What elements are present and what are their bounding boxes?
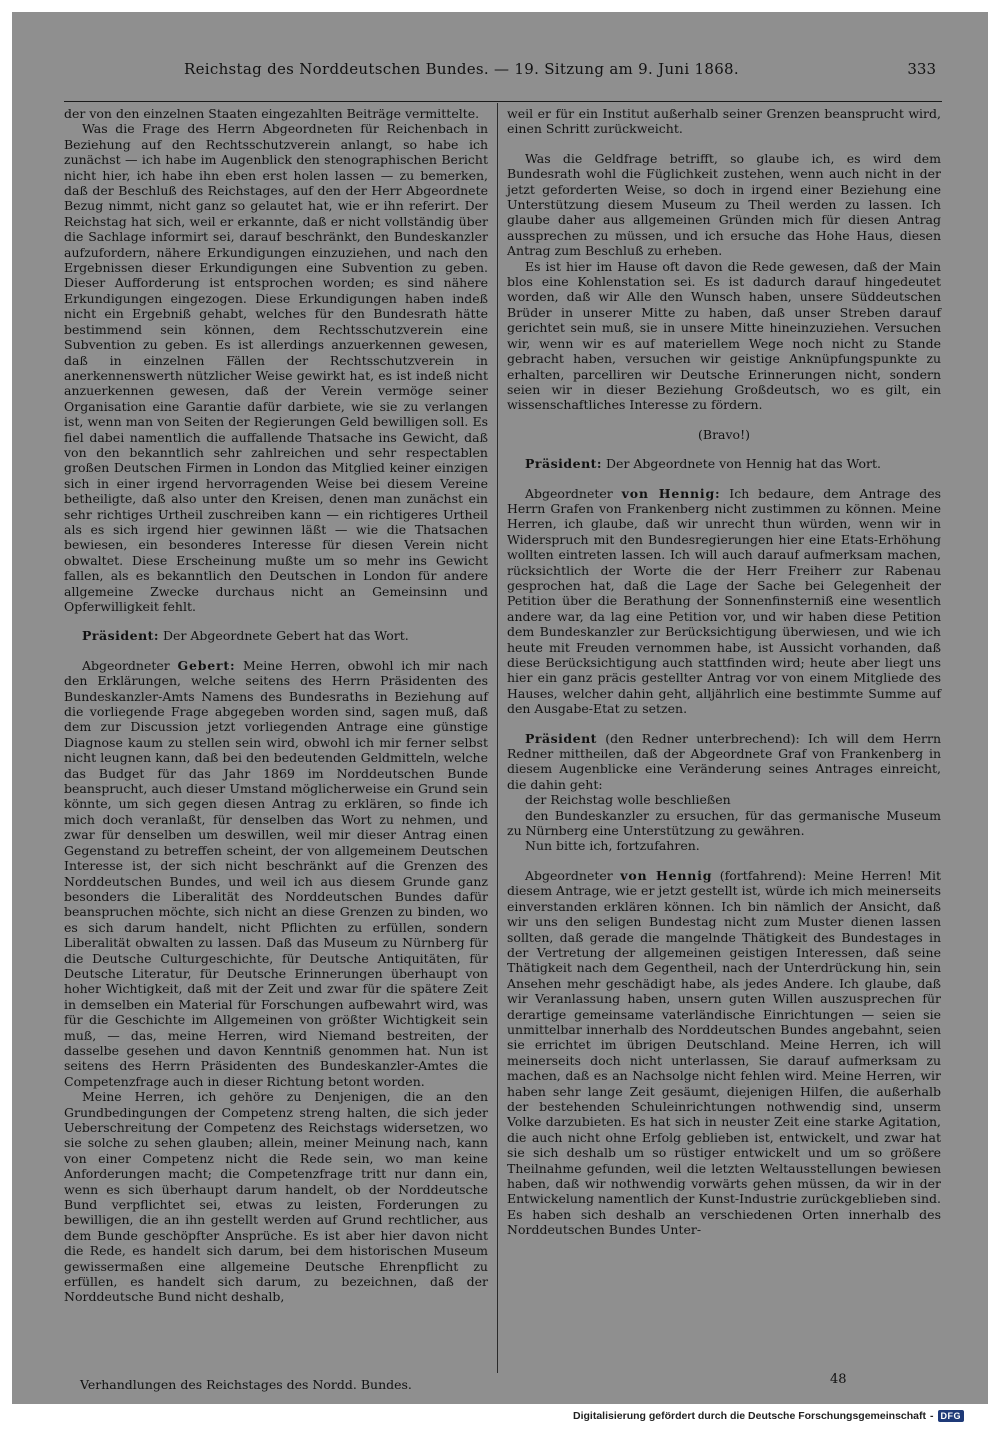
page-number: 333 [907, 60, 936, 78]
speaker-prefix: Abgeordneter [82, 657, 178, 673]
speaker-paragraph [507, 456, 941, 471]
speech-text: Ich bedaure, dem Antrage des Herrn Grafen von Frankenberg nicht zustimmen zu können. Meine Herren, ich glaube, daß wir unrecht thun würden, wenn wir in Widerspruch mit den Bundesregierungen hier eine Etats-Erhöhung wollten eintreten lassen. Ich will auch darauf aufmerksam machen, rücksichtlich der Worte die der Herr Freiherr zur Rabenau gesprochen hat, daß die Lage der Sache bei Gelegenheit der Petition über die Berathung der Sonnenfinsterniß eine wesentlich andere war, da lag eine Petition vor, und wir haben diese Petition dem Bundeskanzler zur Berücksichtigung überwiesen, und wie ich heute mit Freuden vernommen habe, ist Aussicht vorhanden, daß diese Berücksichtigung auch stattfinden wird; heute aber liegt uns hier ein ganz präcis gestellter Antrag vor von einem Mitgliede des Hauses, welcher dahin geht, alljährlich eine bestimmte Summe auf den Ausgabe-Etat zu setzen. [507, 485, 942, 717]
speaker-prefix: Abgeordneter [525, 485, 622, 501]
speaker-paragraph [64, 658, 488, 1089]
speech-text: (den Redner unterbrechend): Ich will dem Herrn Redner mittheilen, daß der Abgeordnete Graf von Frankenberg in diesem Augenblicke eine Veränderung seines Antrages einreicht, die dahin geht: [507, 730, 941, 792]
funding-text: Digitalisierung gefördert durch die Deutsche Forschungsgemeinschaft [573, 1410, 926, 1422]
right-column [507, 106, 941, 1238]
paragraph: Was die Geldfrage betrifft, so glaube ich, es wird dem Bundesrath wohl die Füglichkeit zustehen, wenn auch nicht in der jetzt geforderten Weise, so doch in irgend einer Beziehung eine Unterstützung diesem Museum zu Theil werden zu lassen. Ich glaube daher aus allgemeinen Gründen mich für diesen Antrag aussprechen zu müssen, und ich ersuche das Hohe Haus, diesen Antrag zum Beschluß zu erheben. [507, 150, 941, 259]
speaker-paragraph [64, 628, 488, 643]
left-column [64, 106, 488, 1305]
speaker-label: Gebert: [177, 657, 236, 673]
scanned-page [12, 12, 988, 1404]
paragraph: Nun bitte ich, fortzufahren. [525, 838, 700, 854]
paragraph: Es ist hier im Hause oft davon die Rede gewesen, daß der Main blos eine Kohlenstation sei. Es ist dadurch darauf hingedeutet worden, daß wir Alle den Wunsch haben, unsere Süddeutschen Brüder in unserer Mitte zu haben, daß unser Streben darauf gerichtet sein muß, sie in unsere Mitte hineinzuziehen. Versuchen wir, wenn wir es auf materiellem Wege noch nicht zu Stande gebracht haben, versuchen wir geistige Anknüpfungspunkte zu erhalten, parcelliren wir Deutsche Erinnerungen nicht, sondern seien wir in dieser Beziehung Großdeutsch, wo es gilt, ein wissenschaftliches Interesse zu fördern. [507, 258, 941, 413]
speaker-label: Präsident: [82, 628, 160, 644]
paragraph: der von den einzelnen Staaten eingezahlten Beiträge vermittelte. [64, 106, 480, 121]
dfg-logo-icon: DFG [938, 1410, 965, 1422]
paragraph: Meine Herren, ich gehöre zu Denjenigen, die an den Grundbedingungen der Competenz streng halten, die sich jeder Ueberschreitung der Competenz des Reichstags widersetzen, wo sie solche zu sehen glauben; allein, meiner Meinung nach, kann von einer Competenz nicht die Rede sein, wo man keine Anforderungen macht; die Competenzfrage tritt nur dann ein, wenn es sich überhaupt darum handelt, ob der Norddeutsche Bund verpflichtet sei, etwas zu leisten, Forderungen zu bewilligen, die an ihn gestellt werden auf Grund rechtlicher, aus dem Bunde geschöpfter Ansprüche. Es ist aber hier davon nicht die Rede, es handelt sich darum, bei dem historischen Museum gewissermaßen eine allgemeine Deutsche Ehrenpflicht zu erfüllen, es handelt sich darum, zu bezeichnen, daß der Norddeutsche Bund nicht deshalb, [64, 1089, 488, 1305]
footer-note: Verhandlungen des Reichstages des Nordd. Bundes. [80, 1377, 412, 1392]
speech-text: Meine Herren, obwohl ich mir nach den Erklärungen, welche seitens des Herrn Präsidenten des Bundeskanzler-Amts Namens des Bundesraths in Beziehung auf die vorliegende Frage abgegeben worden sind, sagen muß, daß dem zur Discussion jetzt vorliegenden Antrage eine günstige Diagnose kaum zu stellen sein wird, obwohl ich mir ferner selbst nicht leugnen kann, daß bei den bedeutenden Geldmitteln, welche das Budget für das Jahr 1869 im Norddeutschen Bunde beansprucht, auch dieser Umstand möglicherweise ein Grund sein könnte, um sich gegen diesen Antrag zu erklären, so finde ich mich doch veranlaßt, für denselben das Wort zu nehmen, und zwar für denselben um deswillen, weil mir dieser Antrag einen Gegenstand zu betreffen scheint, der von allgemeinem Deutschen Interesse ist, der sich nicht beschränkt auf die Grenzen des Norddeutschen Bundes, und weil ich aus diesem Grunde ganz besonders die Liberalität des Norddeutschen Bundes dafür beanspruchen möchte, sich nicht an diese Grenzen zu binden, wo es sich darum handelt, nicht Pflichten zu erfüllen, sondern Liberalität obwalten zu lassen. Daß das Museum zu Nürnberg für die Deutsche Culturgeschichte, für Deutsche Antiquitäten, für Deutsche Literatur, für Deutsche Erinnerungen überhaupt von hoher Wichtigkeit, daß mit der Zeit und zwar für die spätere Zeit in demselben ein Material für Forschungen aufbewahrt wird, was für die Geschichte im Allgemeinen von größter Wichtigkeit sein muß, — das, meine Herren, wird Niemand bestreiten, der dasselbe gesehen und davon Kenntniß genommen hat. Nun ist seitens des Herrn Präsidenten des Bundeskanzler-Amtes die Competenzfrage auch in dieser Richtung betont worden. [64, 657, 489, 1089]
header-rule [64, 101, 942, 102]
column-divider [497, 103, 498, 1373]
motion-quote: den Bundeskanzler zu ersuchen, für das germanische Museum zu Nürnberg eine Unterstützung zu gewähren. [507, 807, 941, 839]
dash: - [930, 1410, 934, 1422]
page-header [64, 58, 940, 86]
speaker-prefix: Abgeordneter [525, 867, 621, 883]
speaker-label: Präsident: [525, 456, 603, 472]
speaker-label: von Hennig: [621, 485, 721, 501]
speech-text: Der Abgeordnete Gebert hat das Wort. [159, 628, 409, 644]
motion-quote: der Reichstag wolle beschließen [525, 792, 731, 808]
funding-notice [573, 1410, 964, 1422]
speaker-label: von Hennig [620, 867, 713, 883]
speaker-paragraph [507, 486, 941, 717]
sheet-number: 48 [830, 1372, 847, 1387]
speaker-paragraph [507, 868, 941, 1238]
paragraph: weil er für ein Institut außerhalb seiner Grenzen beansprucht wird, einen Schritt zurückweicht. [507, 106, 941, 137]
paragraph: Was die Frage des Herrn Abgeordneten für Reichenbach in Beziehung auf den Rechtsschutzverein anlangt, so habe ich zunächst — ich habe im Augenblick den stenographischen Bericht nicht hier, ich habe ihn eben erst holen lassen — zu bemerken, daß der Beschluß des Reichstages, auf den der Herr Abgeordnete Bezug nimmt, nicht ganz so gelautet hat, wie er ihn referirt. Der Reichstag hat sich, weil er erkannte, daß er nicht vollständig über die Sachlage informirt sei, darauf beschränkt, den Bundeskanzler aufzufordern, nähere Erkundigungen einzuziehen, und nach den Ergebnissen dieser Erkundigungen eine Subvention zu geben. Dieser Aufforderung ist entsprochen worden; es sind nähere Erkundigungen eingezogen. Diese Erkundigungen haben indeß nicht ein Ergebniß gehabt, welches für den Bundesrath hätte bestimmend sein können, dem Rechtsschutzverein eine Subvention zu geben. Es ist allerdings anzuerkennen gewesen, daß in einzelnen Fällen der Rechtsschutzverein in anerkennenswerth nützlicher Weise gewirkt hat, es ist indeß nicht anzuerkennen gewesen, daß der Verein vermöge seiner Organisation eine Garantie dafür darbiete, wie sie zu verlangen ist, wenn man von Seiten der Regierungen Geld bewilligen soll. Es fiel dabei namentlich die auffallende Thatsache ins Gewicht, daß von den bekanntlich sehr zahlreichen und sehr respectablen großen Deutschen Firmen in London das Mitglied keiner einzigen sich in einer irgend hervorragenden Weise bei diesem Vereine betheiligte, daß also unter den Kreisen, denen man zunächst ein sehr richtiges Urtheil zuschreiben kann — ein richtigeres Urtheil als es sich irgend hier gewinnen läßt — wie die Thatsachen bewiesen, ein besonderes Interesse für diesen Verein nicht obwaltet. Diese Erscheinung mußte um so mehr ins Gewicht fallen, als es bekanntlich den Deutschen in London für andere allgemeine Zwecke durchaus nicht an Gemeinsinn und Opferwilligkeit fehlt. [64, 121, 488, 614]
speech-text: (fortfahrend): Meine Herren! Mit diesem Antrage, wie er jetzt gestellt ist, würde ich mich meinerseits einverstanden erklären können. Ich bin nämlich der Ansicht, daß wir uns den seligen Bundestag nicht zum Muster dienen lassen sollten, daß gerade die mangelnde Thätigkeit des Bundestages in der Vertretung der allgemeinen geistigen Interessen, daß seine Thätigkeit nach dem Gegentheil, nach der Unterdrückung hin, sein Ansehen mehr geschädigt habe, als jedes Andere. Ich glaube, daß wir Veranlassung haben, unsern guten Willen auszusprechen für derartige gemeinsame vaterländische Einrichtungen — seien sie unmittelbar innerhalb des Norddeutschen Bundes angebahnt, seien sie errichtet im übrigen Deutschland. Meine Herren, ich will meinerseits doch nicht unterlassen, Sie darauf aufmerksam zu machen, daß es an Nachsolge nicht fehlen wird. Meine Herren, wir haben sehr lange Zeit gesäumt, diejenigen Hilfen, die außerhalb der bestehenden Schuleinrichtungen nothwendig sind, unserm Volke darzubieten. Es hat sich in neuster Zeit eine starke Agitation, die auch nicht ohne Erfolg geblieben ist, entwickelt, und zwar hat sie sich deshalb um so rüstiger entwickelt und um so größere Theilnahme gefunden, weil die letzten Weltausstellungen bewiesen haben, daß wir nothwendig vorwärts gehen müssen, da wir in der Entwickelung namentlich der Kunst-Industrie zurückgeblieben sind. Es haben sich deshalb an verschiedenen Orten innerhalb des Norddeutschen Bundes Unter- [507, 867, 942, 1238]
speaker-paragraph [507, 731, 941, 793]
running-title: Reichstag des Norddeutschen Bundes. — 19. Sitzung am 9. Juni 1868. [184, 60, 739, 78]
speech-text: Der Abgeordnete von Hennig hat das Wort. [602, 456, 881, 472]
speaker-label: Präsident [525, 730, 597, 746]
applause-note: (Bravo!) [698, 426, 750, 442]
